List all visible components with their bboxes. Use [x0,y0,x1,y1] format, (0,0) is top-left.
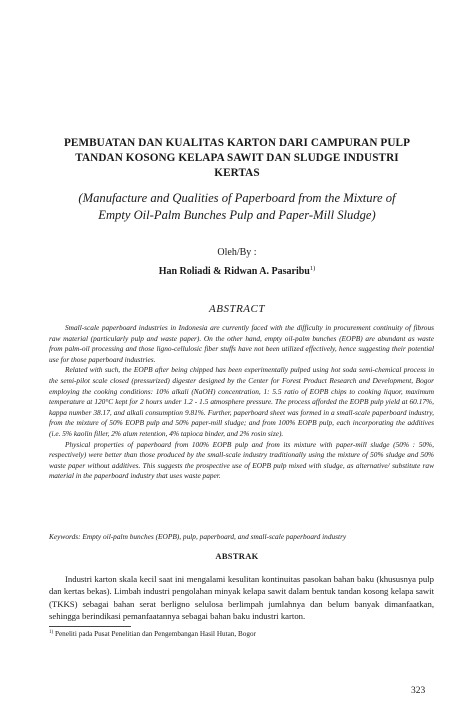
authors [0,265,474,277]
footnote-mark: 1) [49,630,54,635]
title-line: PEMBUATAN DAN KUALITAS KARTON DARI CAMPURAN PULP [63,137,411,149]
abstract-body [49,323,434,482]
page-number: 323 [411,686,426,696]
footnote-divider [49,626,131,627]
abstrak-paragraph: Industri karton skala kecil saat ini mengalami kesulitan kontinuitas pasokan bahan baku (khususnya pulp dan kertas bekas). Limbah industri pengolahan minyak kelapa sawit dalam bentuk tandan kosong kelapa sawit (TKKS) sebagai bahan serat berligno selulosa berlimpah jumlahnya dan belum banyak dimanfaatkan, sehingga berindikasi pemanfaatannya sebagai bahan baku industri karton. [49,574,434,622]
footnote [49,630,256,638]
paper-title [30,136,444,181]
author-footnote-mark: 1) [309,265,316,272]
english-title [40,190,434,224]
english-title-line: Empty Oil-Palm Bunches Pulp and Paper-Mill Sludge) [98,208,376,222]
english-title-line: (Manufacture and Qualities of Paperboard from the Mixture of [78,191,396,205]
title-line: TANDAN KOSONG KELAPA SAWIT DAN SLUDGE INDUSTRI [75,152,399,164]
byline: Oleh/By : [217,247,257,258]
keywords: Keywords: Empty oil-palm bunches (EOPB), pulp, paperboard, and small-scale paperboard industry [49,532,347,541]
abstract-paragraph: Related with such, the EOPB after being chipped has been experimentally pulped using hot soda semi-chemical process in the semi-pilot scale closed (pressurized) digester designed by the Center for Forest Product Research and Development, Bogor employing the cooking conditions: 10% alkali (NaOH) concentration, 1: 5.5 ratio of EOPB chips to cooking liquor, maximum temperature at 120°C kept for 2 hours under 1.2 - 1.5 atmosphere pressure. The process afforded the EOPB pulp yield at 60.17%, kappa number 38.17, and alkali consumption 9.81%. Further, paperboard sheet was formed in a small-scale paperboard industry, from the mixture of 50% EOPB pulp and 50% paper-mill sludge; and from 100% EOPB pulp, each incorporating the additives (i.e. 5% kaolin filler, 2% alum retention, 4% tapioca binder, and 2% rosin size). [49,365,434,438]
abstract-paragraph: Physical properties of paperboard from 100% EOPB pulp and from its mixture with paper-mill sludge (50% : 50%, respectively) were better than those produced by the small-scale industry traditionally using the mixture of 50% sludge and 50% waste paper without additives. This suggests the prospective use of EOPB pulp mixed with sludge, as alternative/ substitute raw material in the paperboard industry that uses waste paper. [49,439,434,481]
footnote-text: Peneliti pada Pusat Penelitian dan Pengembangan Hasil Hutan, Bogor [54,630,256,638]
abstrak-heading: ABSTRAK [215,551,259,561]
author-names: Han Roliadi & Ridwan A. Pasaribu [158,266,310,277]
abstract-heading: ABSTRACT [209,303,265,315]
title-line: KERTAS [214,167,260,179]
abstrak-body [49,573,434,623]
abstract-paragraph: Small-scale paperboard industries in Indonesia are currently faced with the difficulty in procurement continuity of fibrous raw material (particularly pulp and waste paper). On the other hand, empty oil-palm bunches (EOPB) are abundant as waste from palm-oil processing and those ligno-cellulosic fiber stuffs have not been utilized effectively, hence suggesting their potential use for those paperboard industries. [49,323,434,364]
